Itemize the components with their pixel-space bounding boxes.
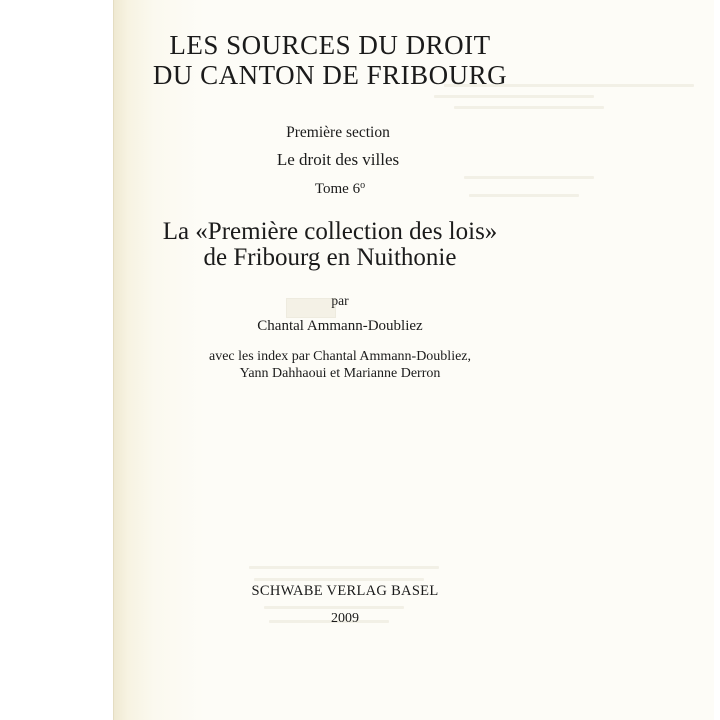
index-credit-line-1: avec les index par Chantal Ammann-Doubliez, xyxy=(208,349,472,364)
subseries-label: Le droit des villes xyxy=(276,150,400,169)
bleed-through-mark xyxy=(464,176,594,179)
volume-label xyxy=(270,177,410,198)
bleed-through-mark xyxy=(469,194,579,197)
index-credit-line-2: Yann Dahhaoui et Marianne Derron xyxy=(239,366,441,381)
book-title-line-2: de Fribourg en Nuithonie xyxy=(203,244,457,271)
series-title-line-1: LES SOURCES DU DROIT xyxy=(169,30,491,60)
volume-superscript: o xyxy=(360,180,366,191)
bleed-through-mark xyxy=(434,95,594,98)
publisher-name: SCHWABE VERLAG BASEL xyxy=(251,583,439,599)
book-title-line-1: La «Première collection des lois» xyxy=(162,218,498,245)
bleed-through-mark xyxy=(249,566,439,569)
bleed-through-mark xyxy=(254,578,424,581)
author-name: Chantal Ammann-Doubliez xyxy=(257,318,423,334)
bleed-through-mark xyxy=(454,106,604,109)
series-title-line-2: DU CANTON DE FRIBOURG xyxy=(152,60,508,90)
volume-number: Tome 6 xyxy=(314,181,361,197)
section-label: Première section xyxy=(286,124,390,141)
publication-year: 2009 xyxy=(331,611,359,626)
bleed-through-mark xyxy=(264,606,404,609)
by-label: par xyxy=(331,293,349,308)
